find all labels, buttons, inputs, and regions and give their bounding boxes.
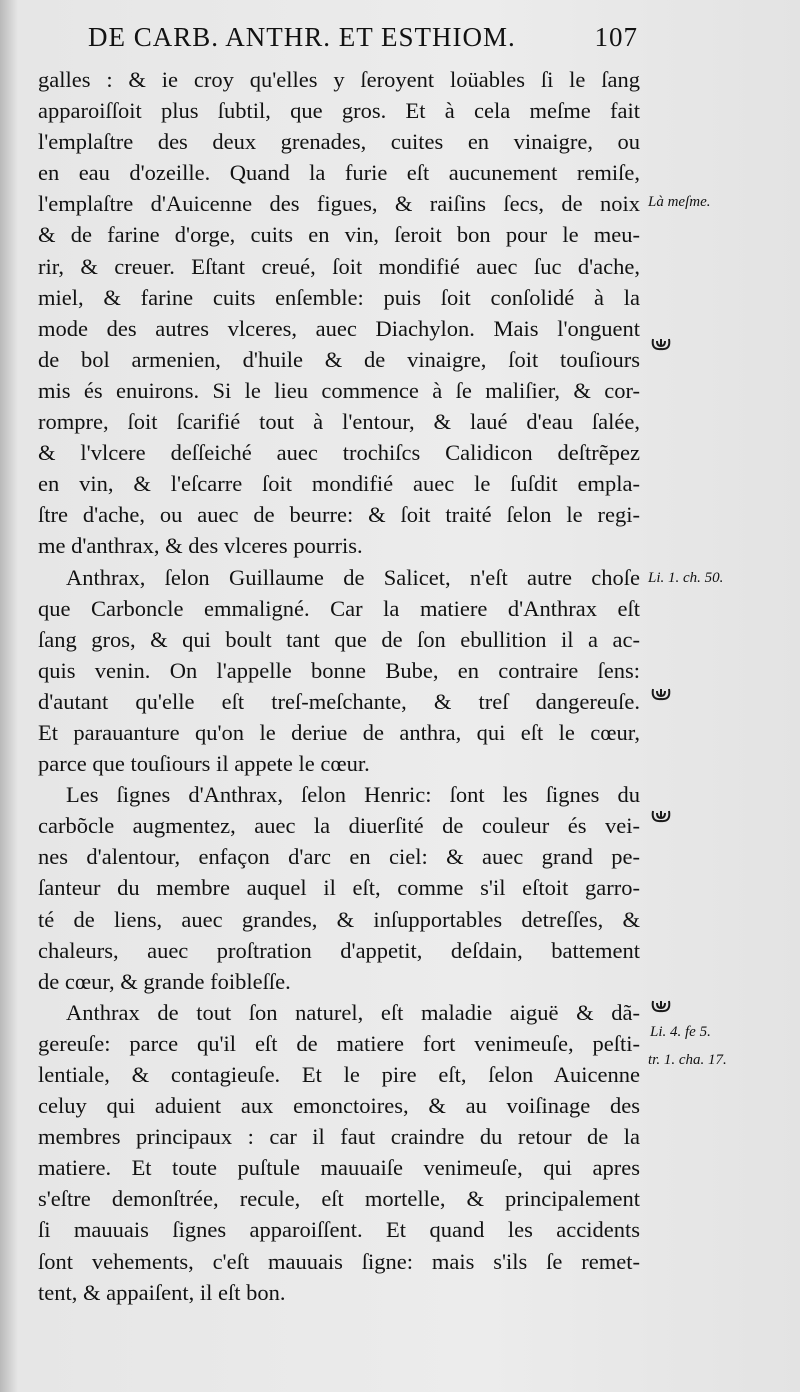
text-line: mis és enuirons. Si le lieu commence à ſe maliſier, & cor- xyxy=(38,377,640,403)
text-line: en eau d'ozeille. Quand la furie eſt aucunement remiſe, xyxy=(38,160,640,186)
text-line: & l'vlcere deſſeiché auec trochiſcs Calidicon deſtrẽpez xyxy=(38,440,640,466)
text-line: tent, & appaiſent, il eſt bon. xyxy=(38,1279,286,1305)
text-line: lentiale, & contagieuſe. Et le pire eſt, ſelon Auicenne xyxy=(38,1062,640,1087)
reference-mark-icon xyxy=(650,808,672,824)
text-line: que Carboncle emmaligné. Car la matiere d'Anthrax eſt xyxy=(38,595,640,621)
text-line: galles : & ie croy qu'elles y ſeroyent loüables ſi le ſang xyxy=(38,67,640,92)
text-line: s'eſtre demonſtrée, recule, eſt mortelle, & principalement xyxy=(38,1186,640,1212)
running-header xyxy=(88,22,638,62)
margin-note: tr. 1. cha. 17. xyxy=(648,1052,727,1068)
page-number: 107 xyxy=(594,22,638,52)
text-line: gereuſe: parce qu'il eſt de matiere fort venimeuſe, peſti- xyxy=(38,1030,640,1056)
margin-note: Li. 4. fe 5. xyxy=(650,1024,711,1040)
text-line: de bol armenien, d'huile & de vinaigre, ſoit touſiours xyxy=(38,346,640,372)
text-line: de cœur, & grande foibleſſe. xyxy=(38,968,291,994)
text-line: Et parauanture qu'on le deriue de anthra, qui eſt le cœur, xyxy=(38,719,640,745)
text-line: apparoiſſoit plus ſubtil, que gros. Et à cela meſme fait xyxy=(38,98,640,124)
margin-note: Là meſme. xyxy=(648,194,711,210)
reference-mark-icon xyxy=(650,998,672,1014)
margin-note: Li. 1. ch. 50. xyxy=(648,570,724,586)
text-line: l'emplaſtre d'Auicenne des figues, & raiſins ſecs, de noix xyxy=(38,191,640,217)
reference-mark-icon xyxy=(650,336,672,352)
text-line: ſtre d'ache, ou auec de beurre: & ſoit traité ſelon le regi- xyxy=(38,502,640,528)
text-line: me d'anthrax, & des vlceres pourris. xyxy=(38,533,363,559)
text-line: nes d'alentour, enfaçon d'arc en ciel: & auec grand pe- xyxy=(38,844,640,870)
reference-mark-icon xyxy=(650,686,672,702)
text-line: ſanteur du membre auquel il eſt, comme s'il eſtoit garro- xyxy=(38,875,640,901)
text-line: quis venin. On l'appelle bonne Bube, en contraire ſens: xyxy=(38,657,640,683)
running-title: DE CARB. ANTHR. ET ESTHIOM. xyxy=(88,22,516,52)
paragraph-start-line: Anthrax, ſelon Guillaume de Salicet, n'eſt autre choſe xyxy=(66,564,640,590)
text-line: mode des autres vlceres, auec Diachylon. Mais l'onguent xyxy=(38,315,640,341)
paragraph-start-line: Anthrax de tout ſon naturel, eſt maladie aiguë & dã- xyxy=(66,999,640,1025)
text-line: carbõcle augmentez, auec la diuerſité de couleur és vei- xyxy=(38,813,640,839)
text-line: celuy qui aduient aux emonctoires, & au voiſinage des xyxy=(38,1093,640,1119)
text-line: rompre, ſoit ſcarifié tout à l'entour, & laué d'eau ſalée, xyxy=(38,409,640,435)
text-line: & de farine d'orge, cuits en vin, ſeroit bon pour le meu- xyxy=(38,222,640,248)
text-line: ſi mauuais ſignes apparoiſſent. Et quand les accidents xyxy=(38,1217,640,1243)
paragraph-start-line: Les ſignes d'Anthrax, ſelon Henric: ſont les ſignes du xyxy=(66,782,640,808)
text-line: té de liens, auec grandes, & inſupportables detreſſes, & xyxy=(38,906,640,932)
text-line: membres principaux : car il faut craindre du retour de la xyxy=(38,1124,640,1150)
text-line: miel, & farine cuits enſemble: puis ſoit conſolidé à la xyxy=(38,284,640,310)
text-line: d'autant qu'elle eſt treſ-meſchante, & treſ dangereuſe. xyxy=(38,688,640,714)
text-line: parce que touſiours il appete le cœur. xyxy=(38,751,370,777)
text-line: en vin, & l'eſcarre ſoit mondifié auec le ſuſdit empla- xyxy=(38,471,640,497)
text-line: l'emplaſtre des deux grenades, cuites en vinaigre, ou xyxy=(38,129,640,155)
text-line: chaleurs, auec proſtration d'appetit, deſdain, battement xyxy=(38,937,640,963)
text-line: ſont vehements, c'eſt mauuais ſigne: mais s'ils ſe remet- xyxy=(38,1248,640,1274)
text-line: ſang gros, & qui boult tant que de ſon ebullition il a ac- xyxy=(38,626,640,652)
text-line: matiere. Et toute puſtule mauuaiſe venimeuſe, qui apres xyxy=(38,1155,640,1181)
text-line: rir, & creuer. Eſtant creué, ſoit mondifié auec ſuc d'ache, xyxy=(38,253,640,279)
body-text xyxy=(38,64,640,1308)
